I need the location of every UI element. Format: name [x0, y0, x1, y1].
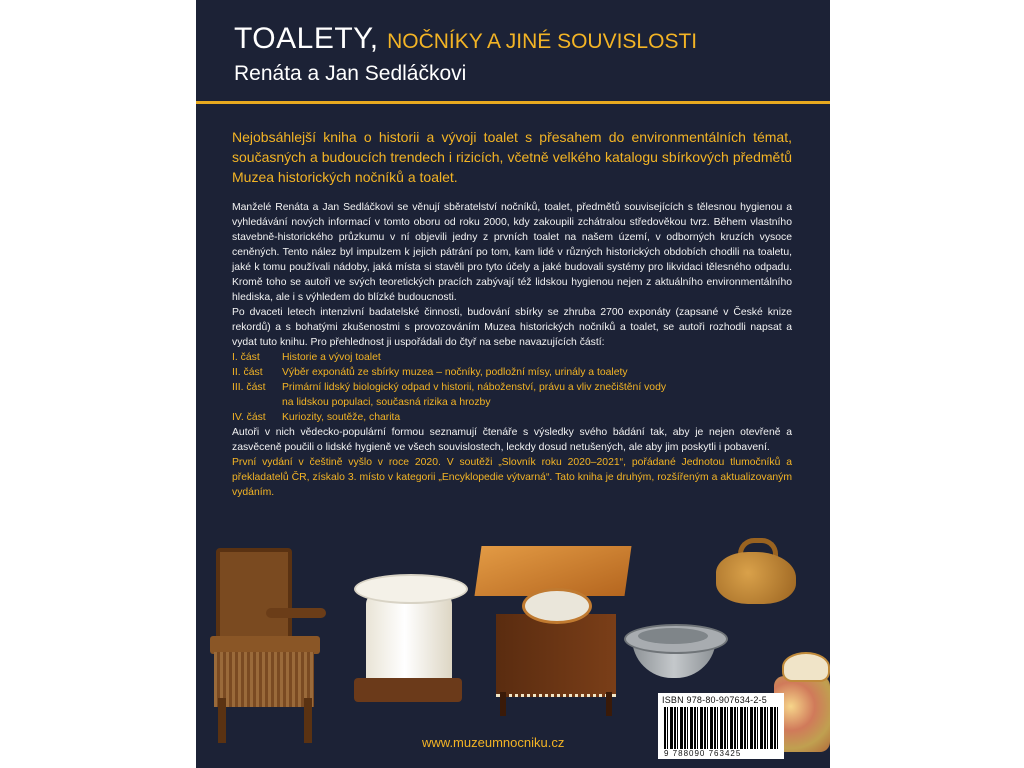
book-authors: Renáta a Jan Sedláčkovi	[234, 62, 467, 85]
paragraph-1: Manželé Renáta a Jan Sedláčkovi se věnují sběratelství nočníků, toalet, předmětů souvisejících s tělesnou hygienou a vyhledávání nových informací v tomto oboru od roku 2000, kdy zakoupili zchátralou středověkou tvrz. Během vlastního stavebně-historického průzkumu v ní objevili jedny z prvních toalet na našem území, v odborných kruzích vysoce ceněných. Tento nález byl impulzem k jejich pátrání po tom, kam lidé v různých historických obdobích chodili na toaletu, jaké k tomu používali nádoby, jaká místa si stavěli pro tyto účely a jaké budovali systémy pro likvidaci tělesného odpadu. Kromě toho se autoři ve svých teoretických pracích zabývají též lidskou hygienou nejen z aktuálního environmentálního hlediska, ale i s výhledem do blízké budoucnosti.	[232, 202, 792, 303]
list-item	[232, 395, 792, 410]
paragraph-4: První vydání v češtině vyšlo v roce 2020. V soutěži „Slovník roku 2020–2021“, pořádané Jednotou tlumočníků a překladatelů ČR, získalo 3. místo v kategorii „Encyklopedie výtvarná“. Tato kniha je druhým, rozšířeným a aktualizovaným vydáním.	[232, 457, 792, 498]
part-title: Historie a vývoj toalet	[282, 352, 381, 363]
barcode-digits: 9 788090 763425	[664, 749, 742, 758]
enamel-bedpan-image	[624, 616, 736, 686]
barcode-icon	[664, 707, 778, 749]
part-number: IV. část	[232, 412, 266, 423]
part-title: Primární lidský biologický odpad v historii, náboženství, právu a vliv znečištění vody	[282, 382, 667, 393]
part-title: na lidskou populaci, současná rizika a hrozby	[282, 397, 491, 408]
lead-paragraph: Nejobsáhlejší kniha o historii a vývoji toalet s přesahem do environmentálních témat, současných a budoucích trendech i rizicích, včetně velkého katalogu sbírkových předmětů Muzea historických nočníků a toalet.	[232, 129, 792, 185]
list-item	[232, 365, 792, 380]
paragraph-2: Po dvaceti letech intenzivní badatelské činnosti, budování sbírky se zhruba 2700 exponáty (zapsané v České knize rekordů) a s bohatými zkušenostmi s provozováním Muzea historických nočníků a toalet, se autoři rozhodli napsat a vydat tuto knihu. Pro přehlednost ji uspořádali do čtyř na sebe navazujících částí:	[232, 307, 792, 348]
paragraph-3: Autoři v nich vědecko-populární formou seznamují čtenáře s výsledky svého bádání tak, aby je nejen otevřeně a zasvěceně poučili o lidské hygieně ve všech souvislostech, leckdy dosud netušených, ale aby jim poskytli i pobavení.	[232, 427, 792, 453]
isbn-barcode	[658, 693, 784, 759]
divider	[196, 101, 830, 104]
website-link: www.muzeumnocniku.cz	[422, 735, 565, 750]
title-row	[234, 22, 697, 56]
part-number: II. část	[232, 367, 263, 378]
part-number: I. část	[232, 352, 260, 363]
book-back-cover	[196, 0, 830, 768]
wooden-chair-toilet-image	[206, 548, 336, 743]
part-title: Výběr exponátů ze sbírky muzea – nočníky, podložní mísy, urinály a toalety	[282, 367, 628, 378]
porcelain-toilet-image	[354, 574, 474, 704]
list-item	[232, 350, 792, 365]
part-number: III. část	[232, 382, 266, 393]
part-number	[232, 395, 282, 410]
list-item	[232, 410, 792, 425]
list-item	[232, 380, 792, 395]
book-subtitle: NOČNÍKY A JINÉ SOUVISLOSTI	[387, 30, 698, 53]
description	[232, 200, 792, 500]
wooden-commode-image	[478, 546, 630, 716]
ceramic-vessel-image	[708, 538, 800, 610]
part-title: Kuriozity, soutěže, charita	[282, 412, 401, 423]
parts-list	[232, 350, 792, 425]
book-title: TOALETY,	[234, 22, 379, 55]
isbn-number: ISBN 978-80-907634-2-5	[662, 695, 767, 705]
